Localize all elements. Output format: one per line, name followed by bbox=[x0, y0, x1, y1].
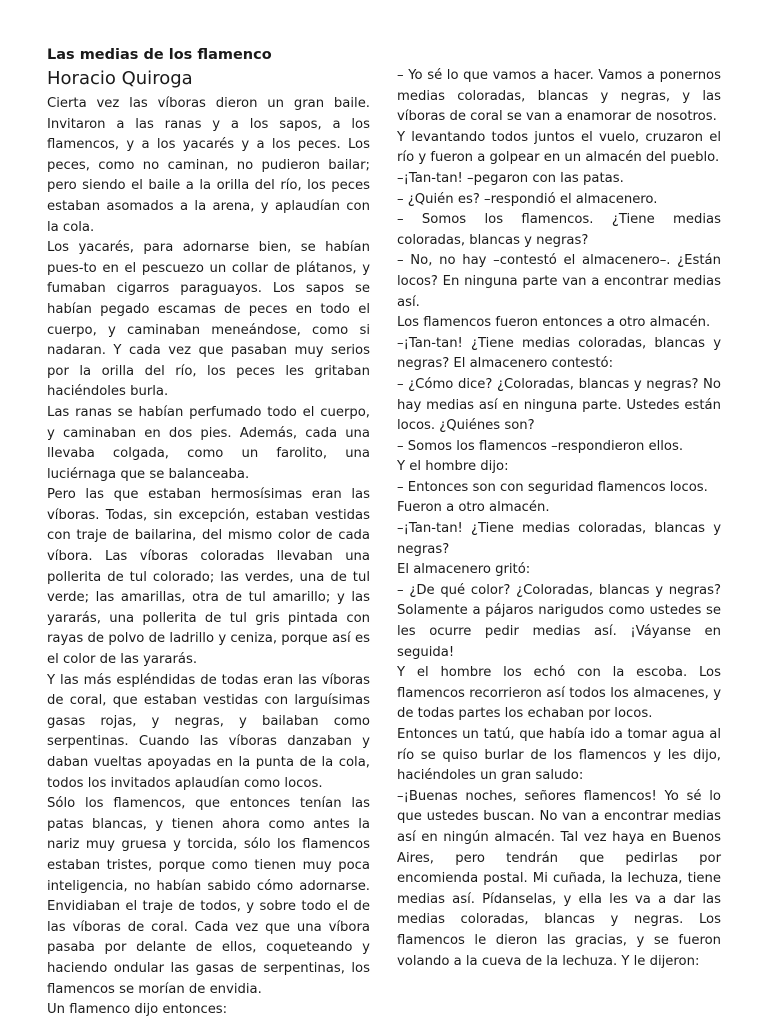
paragraph: Pero las que estaban hermosísimas eran las víboras. Todas, sin excepción, estaban vestidas con traje de bailarina, del mismo color de cada víbora. Las víboras coloradas llevaban una pollerita de tul colorado; las verdes, una de tul verde; las amarillas, otra de tul amarillo; y las yararás, una pollerita de tul gris pintada con rayas de polvo de ladrillo y ceniza, porque así es el color de las yararás. bbox=[47, 487, 370, 668]
paragraph: Cierta vez las víboras dieron un gran baile. Invitaron a las ranas y a los sapos, a los flamencos, y a los yacarés y a los peces. Los peces, como no caminan, no pudieron bailar; pero siendo el baile a la orilla del río, los peces estaban asomados a la arena, y aplaudían con la cola. bbox=[47, 96, 370, 235]
right-column bbox=[397, 66, 721, 972]
paragraph: – Somos los flamencos –respondieron ellos. bbox=[397, 438, 684, 454]
paragraph: Y el hombre los echó con la escoba. Los flamencos recorrieron así todos los almacenes, y de todas partes los echaban por locos. bbox=[397, 665, 721, 722]
paragraph: – No, no hay –contestó el almacenero–. ¿Están locos? En ninguna parte van a encontrar medias así. bbox=[397, 253, 721, 310]
left-column bbox=[47, 44, 370, 1021]
paragraph: El almacenero gritó: bbox=[397, 562, 531, 578]
paragraph: – ¿Quién es? –respondió el almacenero. bbox=[397, 191, 658, 207]
paragraph: – Entonces son con seguridad flamencos locos. bbox=[397, 479, 708, 495]
paragraph: – Yo sé lo que vamos a hacer. Vamos a ponernos medias coloradas, blancas y negras, y las víboras de coral se van a enamorar de nosotros. bbox=[397, 68, 721, 125]
paragraph: Un flamenco dijo entonces: bbox=[47, 1002, 228, 1018]
paragraph: –¡Tan-tan! ¿Tiene medias coloradas, blancas y negras? bbox=[397, 521, 721, 557]
paragraph: – Somos los flamencos. ¿Tiene medias coloradas, blancas y negras? bbox=[397, 212, 721, 248]
paragraph: Y levantando todos juntos el vuelo, cruzaron el río y fueron a golpear en un almacén del pueblo. bbox=[397, 129, 721, 166]
paragraph: Entonces un tatú, que había ido a tomar agua al río se quiso burlar de los flamencos y les dijo, haciéndoles un gran saludo: bbox=[397, 727, 721, 784]
paragraph: Y el hombre dijo: bbox=[397, 459, 509, 475]
story-author: Horacio Quiroga bbox=[47, 68, 193, 89]
paragraph: –¡Tan-tan! ¿Tiene medias coloradas, blancas y negras? El almacenero contestó: bbox=[397, 335, 721, 372]
paragraph: – ¿Cómo dice? ¿Coloradas, blancas y negras? No hay medias así en ninguna parte. Ustedes están locos. ¿Quiénes son? bbox=[397, 376, 721, 434]
paragraph: Los flamencos fueron entonces a otro almacén. bbox=[397, 315, 711, 331]
paragraph: Y las más espléndidas de todas eran las víboras de coral, que estaban vestidas con larguísimas gasas rojas, y negras, y bailaban como serpentinas. Cuando las víboras danzaban y daban vueltas apoyadas en la punta de la cola, todos los invitados aplaudían como locos. bbox=[47, 672, 370, 791]
paragraph: –¡Buenas noches, señores flamencos! Yo sé lo que ustedes buscan. No van a encontrar medias así en ningún almacén. Tal vez haya en Buenos Aires, pero tendrán que pedirlas por encomienda postal. Mi cuñada, la lechuza, tiene medias así. Pídanselas, y ella les va a dar las medias coloradas, blancas y negras. Los flamencos le dieron las gracias, y se fueron volando a la cueva de la lechuza. Y le dijeron: bbox=[397, 788, 721, 969]
paragraph: Fueron a otro almacén. bbox=[397, 500, 550, 516]
paragraph: – ¿De qué color? ¿Coloradas, blancas y negras? Solamente a pájaros narigudos como ustedes se les ocurre pedir medias así. ¡Váyanse en seguida! bbox=[397, 582, 721, 660]
story-title: Las medias de los flamenco bbox=[47, 47, 272, 63]
right-column-body bbox=[397, 66, 721, 972]
paragraph: –¡Tan-tan! –pegaron con las patas. bbox=[397, 170, 624, 186]
paragraph: Las ranas se habían perfumado todo el cuerpo, y caminaban en dos pies. Además, cada una llevaba colgada, como un farolito, una luciérnaga que se balanceaba. bbox=[47, 404, 370, 482]
paragraph: Sólo los flamencos, que entonces tenían las patas blancas, y tienen ahora como antes la nariz muy gruesa y torcida, sólo los flamencos estaban tristes, porque como tienen muy poca inteligencia, no habían sabido cómo adornarse. Envidiaban el traje de todos, y sobre todo el de las víboras de coral. Cada vez que una víbora pasaba por delante de ellos, coqueteando y haciendo ondular las gasas de serpentinas, los flamencos se morían de envidia. bbox=[47, 796, 370, 997]
left-column-body bbox=[47, 94, 370, 1021]
paragraph: Los yacarés, para adornarse bien, se habían pues-to en el pescuezo un collar de plátanos, y fumaban cigarros paraguayos. Los sapos se habían pegado escamas de peces en todo el cuerpo, y caminaban meneándose, como si nadaran. Y cada vez que pasaban muy serios por la orilla del río, los peces les gritaban haciéndoles burla. bbox=[47, 240, 370, 400]
